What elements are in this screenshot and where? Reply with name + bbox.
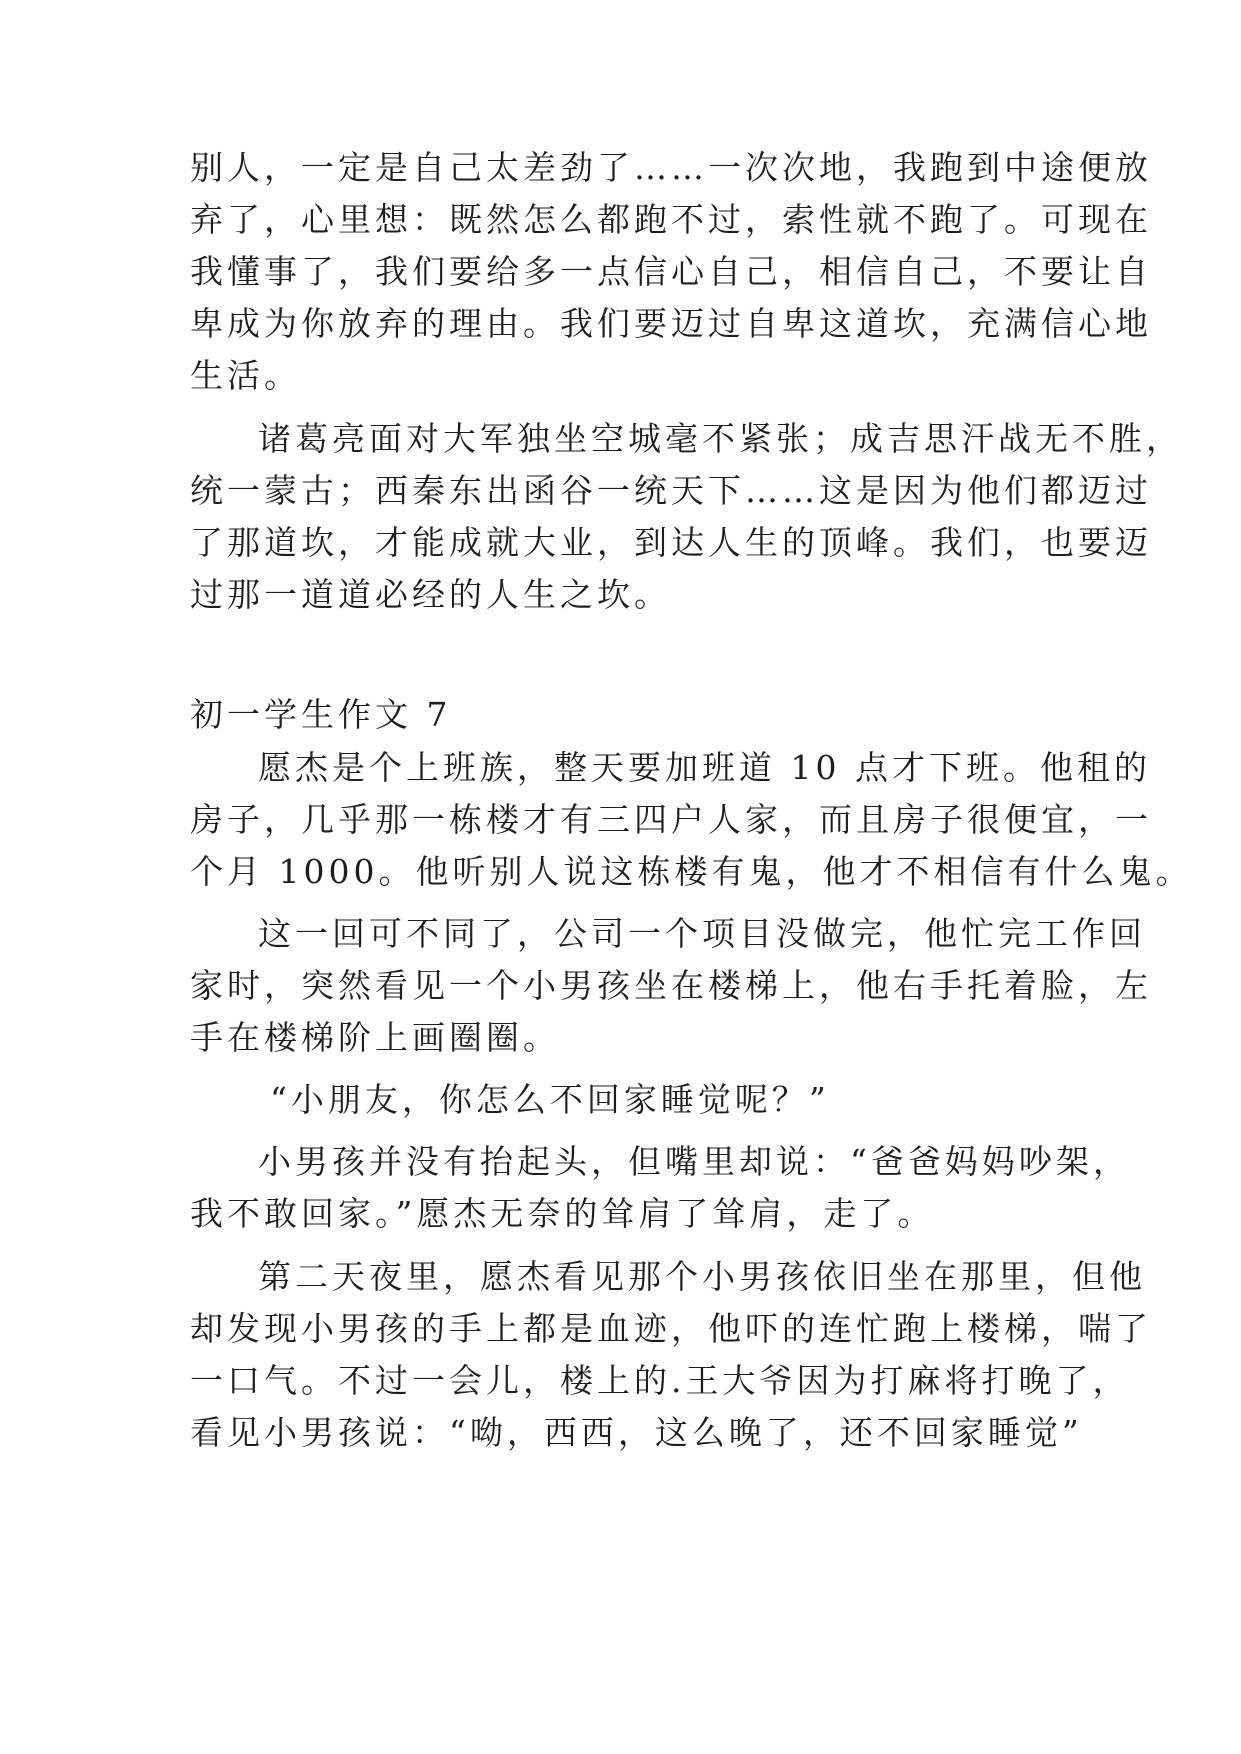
text-line: 愿杰是个上班族，整天要加班道 10 点才下班。他租的 — [258, 748, 1151, 787]
text-line: 诸葛亮面对大军独坐空城毫不紧张；成吉思汗战无不胜， — [258, 419, 1183, 458]
text-line: 第二天夜里，愿杰看见那个小男孩依旧坐在那里，但他 — [258, 1257, 1146, 1296]
text-line: 统一蒙古；西秦东出函谷一统天下……这是因为他们都迈过 — [190, 471, 1152, 510]
section-heading: 初一学生作文 7 — [190, 695, 452, 734]
text-line: 了那道坎，才能成就大业，到达人生的顶峰。我们，也要迈 — [190, 523, 1152, 562]
text-line: 看见小男孩说：“呦，西西，这么晚了，还不回家睡觉” — [190, 1413, 1083, 1452]
text-line: 别人，一定是自己太差劲了……一次次地，我跑到中途便放 — [190, 148, 1152, 187]
text-line: 房子，几乎那一栋楼才有三四户人家，而且房子很便宜，一 — [190, 800, 1152, 839]
text-line: 过那一道道必经的人生之坎。 — [190, 575, 671, 614]
text-line: 却发现小男孩的手上都是血迹，他吓的连忙跑上楼梯，喘了 — [190, 1309, 1152, 1348]
text-line: “小朋友，你怎么不回家睡觉呢？” — [270, 1080, 830, 1119]
text-line: 我懂事了，我们要给多一点信心自己，相信自己，不要让自 — [190, 252, 1152, 291]
text-line: 卑成为你放弃的理由。我们要迈过自卑这道坎，充满信心地 — [190, 304, 1152, 343]
text-line: 个月 1000。他听别人说这栋楼有鬼，他才不相信有什么鬼。 — [190, 852, 1193, 891]
text-line: 一口气。不过一会儿，楼上的.王大爷因为打麻将打晚了， — [190, 1361, 1130, 1400]
text-line: 这一回可不同了，公司一个项目没做完，他忙完工作回 — [258, 914, 1146, 953]
text-line: 弃了，心里想：既然怎么都跑不过，索性就不跑了。可现在 — [190, 200, 1152, 239]
text-line: 小男孩并没有抬起头，但嘴里却说：“爸爸妈妈吵架， — [258, 1142, 1130, 1181]
text-line: 手在楼梯阶上画圈圈。 — [190, 1018, 560, 1057]
text-line: 家时，突然看见一个小男孩坐在楼梯上，他右手托着脸，左 — [190, 966, 1152, 1005]
text-line: 生活。 — [190, 356, 301, 395]
text-line: 我不敢回家。”愿杰无奈的耸肩了耸肩，走了。 — [190, 1194, 935, 1233]
